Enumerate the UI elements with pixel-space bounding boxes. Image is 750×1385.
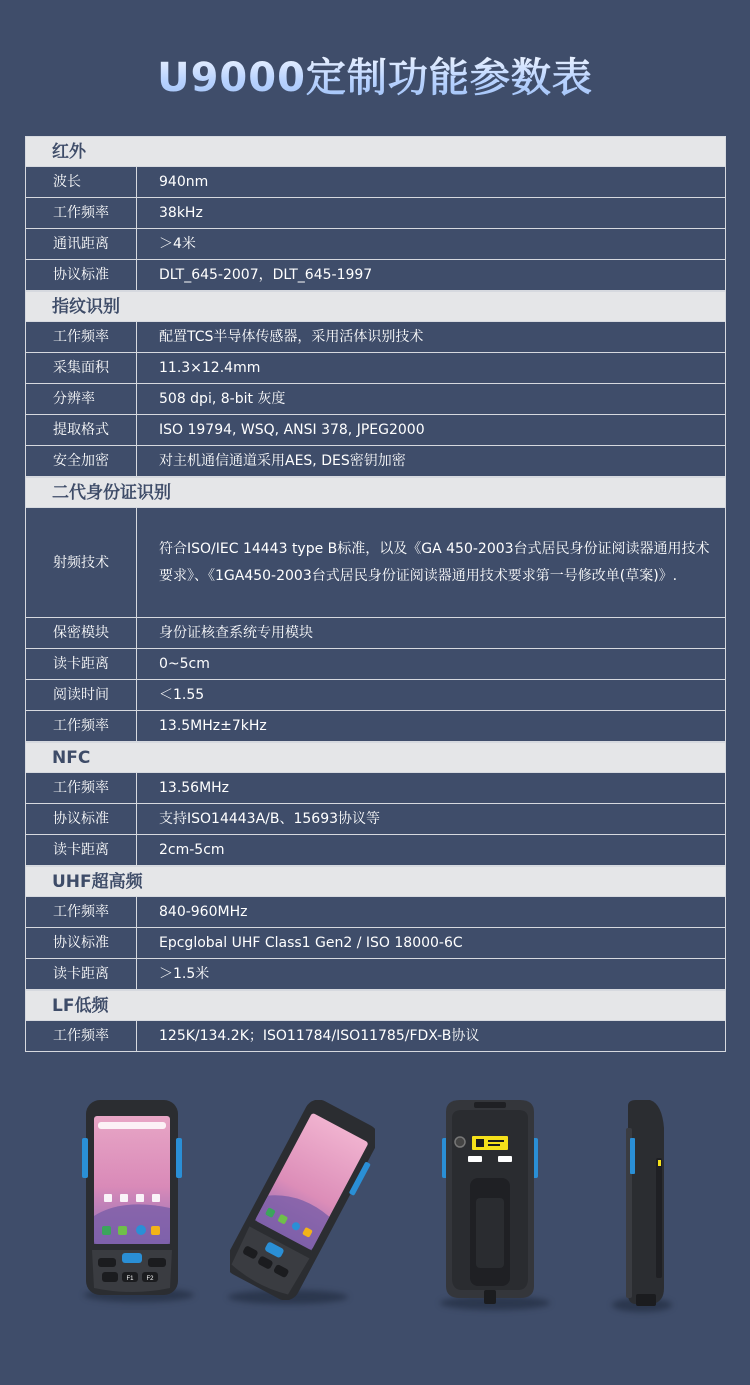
f1-key-label: F1 xyxy=(126,1276,134,1282)
device-side-image xyxy=(620,1098,670,1310)
row-value: 0~5cm xyxy=(159,655,210,672)
row-key: 协议标准 xyxy=(26,928,137,958)
table-row xyxy=(26,229,725,260)
table-row xyxy=(26,508,725,618)
row-value: 840-960MHz xyxy=(159,903,248,920)
table-row xyxy=(26,198,725,229)
row-value: ＞1.5米 xyxy=(159,965,210,982)
row-value: 13.5MHz±7kHz xyxy=(159,717,267,734)
row-value: ＞4米 xyxy=(159,235,196,252)
row-key: 射频技术 xyxy=(26,508,137,617)
page-title: U9000定制功能参数表 xyxy=(0,46,750,103)
row-key: 保密模块 xyxy=(26,618,137,648)
table-row xyxy=(26,959,725,990)
row-key: 读卡距离 xyxy=(26,649,137,679)
spec-table xyxy=(25,136,726,1052)
table-row xyxy=(26,773,725,804)
table-row xyxy=(26,835,725,866)
row-value: 11.3×12.4mm xyxy=(159,359,261,376)
row-key: 读卡距离 xyxy=(26,835,137,865)
row-key: 协议标准 xyxy=(26,804,137,834)
row-key: 工作频率 xyxy=(26,773,137,803)
table-row xyxy=(26,384,725,415)
row-key: 工作频率 xyxy=(26,322,137,352)
table-row xyxy=(26,353,725,384)
section-header-fingerprint: 指纹识别 xyxy=(26,291,725,322)
device-angled-image xyxy=(230,1100,375,1300)
row-key: 采集面积 xyxy=(26,353,137,383)
table-row xyxy=(26,897,725,928)
row-value: 2cm-5cm xyxy=(159,841,225,858)
row-value: ISO 19794, WSQ, ANSI 378, JPEG2000 xyxy=(159,421,425,438)
row-key: 通讯距离 xyxy=(26,229,137,259)
row-key: 工作频率 xyxy=(26,198,137,228)
row-value: DLT_645-2007，DLT_645-1997 xyxy=(159,266,373,283)
row-key: 波长 xyxy=(26,167,137,197)
row-value: Epcglobal UHF Class1 Gen2 / ISO 18000-6C xyxy=(159,934,463,951)
table-row xyxy=(26,618,725,649)
row-key: 分辨率 xyxy=(26,384,137,414)
section-header-lf: LF低频 xyxy=(26,990,725,1021)
row-value: 符合ISO/IEC 14443 type B标准，以及《GA 450-2003台式居民身份证阅读器通用技术要求》、《1GA450-2003台式居民身份证阅读器通用技术要求第一号修改单(草案)》. xyxy=(159,540,710,584)
row-value: 身份证核查系统专用模块 xyxy=(159,624,313,641)
table-row xyxy=(26,446,725,477)
row-key: 阅读时间 xyxy=(26,680,137,710)
row-value: 13.56MHz xyxy=(159,779,230,796)
row-key: 提取格式 xyxy=(26,415,137,445)
device-back-image xyxy=(440,1098,540,1308)
table-row xyxy=(26,649,725,680)
section-header-infrared: 红外 xyxy=(26,136,725,167)
table-row xyxy=(26,260,725,291)
f2-key-label: F2 xyxy=(146,1276,154,1282)
table-row xyxy=(26,167,725,198)
row-value: 38kHz xyxy=(159,204,203,221)
section-header-nfc: NFC xyxy=(26,742,725,773)
table-row xyxy=(26,322,725,353)
row-key: 协议标准 xyxy=(26,260,137,290)
table-row xyxy=(26,680,725,711)
row-value: 配置TCS半导体传感器，采用活体识别技术 xyxy=(159,328,424,345)
table-row xyxy=(26,711,725,742)
row-value: ＜1.55 xyxy=(159,686,205,703)
table-row xyxy=(26,928,725,959)
section-header-id-card: 二代身份证识别 xyxy=(26,477,725,508)
row-value: 508 dpi, 8-bit 灰度 xyxy=(159,390,286,407)
row-key: 工作频率 xyxy=(26,711,137,741)
row-value: 支持ISO14443A/B、15693协议等 xyxy=(159,810,381,827)
row-key: 读卡距离 xyxy=(26,959,137,989)
row-value: 对主机通信通道采用AES, DES密钥加密 xyxy=(159,452,406,469)
device-gallery xyxy=(0,1090,750,1320)
table-row xyxy=(26,415,725,446)
row-value: 940nm xyxy=(159,173,209,190)
row-key: 工作频率 xyxy=(26,897,137,927)
row-key: 工作频率 xyxy=(26,1021,137,1051)
row-key: 安全加密 xyxy=(26,446,137,476)
table-row xyxy=(26,1021,725,1052)
row-value: 125K/134.2K；ISO11784/ISO11785/FDX-B协议 xyxy=(159,1027,480,1044)
table-row xyxy=(26,804,725,835)
section-header-uhf: UHF超高频 xyxy=(26,866,725,897)
device-front-image xyxy=(82,1098,182,1298)
